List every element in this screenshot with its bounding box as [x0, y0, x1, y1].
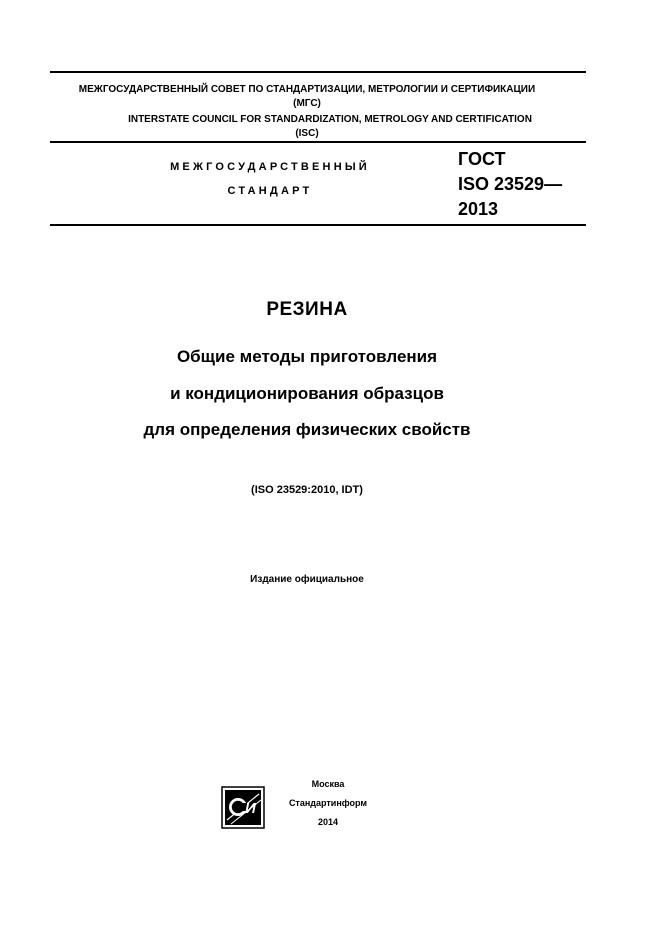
- publisher-city: Москва: [311, 779, 345, 789]
- council-name-ru: МЕЖГОСУДАРСТВЕННЫЙ СОВЕТ ПО СТАНДАРТИЗАЦИИ, МЕТРОЛОГИИ И СЕРТИФИКАЦИИ: [78, 84, 536, 95]
- gost-designation-line2: ISO 23529—: [458, 174, 563, 194]
- gost-designation-line3: 2013: [458, 199, 499, 219]
- official-edition-label: Издание официальное: [250, 574, 364, 585]
- document-subtitle-line1: Общие методы приготовления: [176, 347, 438, 366]
- standartinform-logo-icon: [221, 786, 265, 829]
- council-abbr-en: (ISC): [295, 128, 319, 139]
- svg-text:И: И: [245, 800, 256, 817]
- document-subtitle-line3: для определения физических свойств: [143, 420, 471, 439]
- publication-year: 2014: [317, 817, 339, 827]
- council-abbr-ru: (МГС): [293, 98, 321, 109]
- publisher-name: Стандартинформ: [288, 798, 368, 808]
- gost-designation-line1: ГОСТ: [458, 149, 506, 169]
- council-name-en: INTERSTATE COUNCIL FOR STANDARDIZATION, METROLOGY AND CERTIFICATION: [128, 114, 532, 125]
- standard-kind-line2: СТАНДАРТ: [227, 185, 313, 197]
- top-rule: [50, 71, 586, 73]
- designation-rule: [50, 224, 586, 226]
- document-subtitle-line2: и кондиционирования образцов: [170, 384, 444, 403]
- iso-equivalence: (ISO 23529:2010, IDT): [251, 484, 363, 496]
- header-rule: [50, 141, 586, 143]
- document-title: РЕЗИНА: [266, 299, 348, 320]
- standard-kind-line1: МЕЖГОСУДАРСТВЕННЫЙ: [170, 161, 370, 173]
